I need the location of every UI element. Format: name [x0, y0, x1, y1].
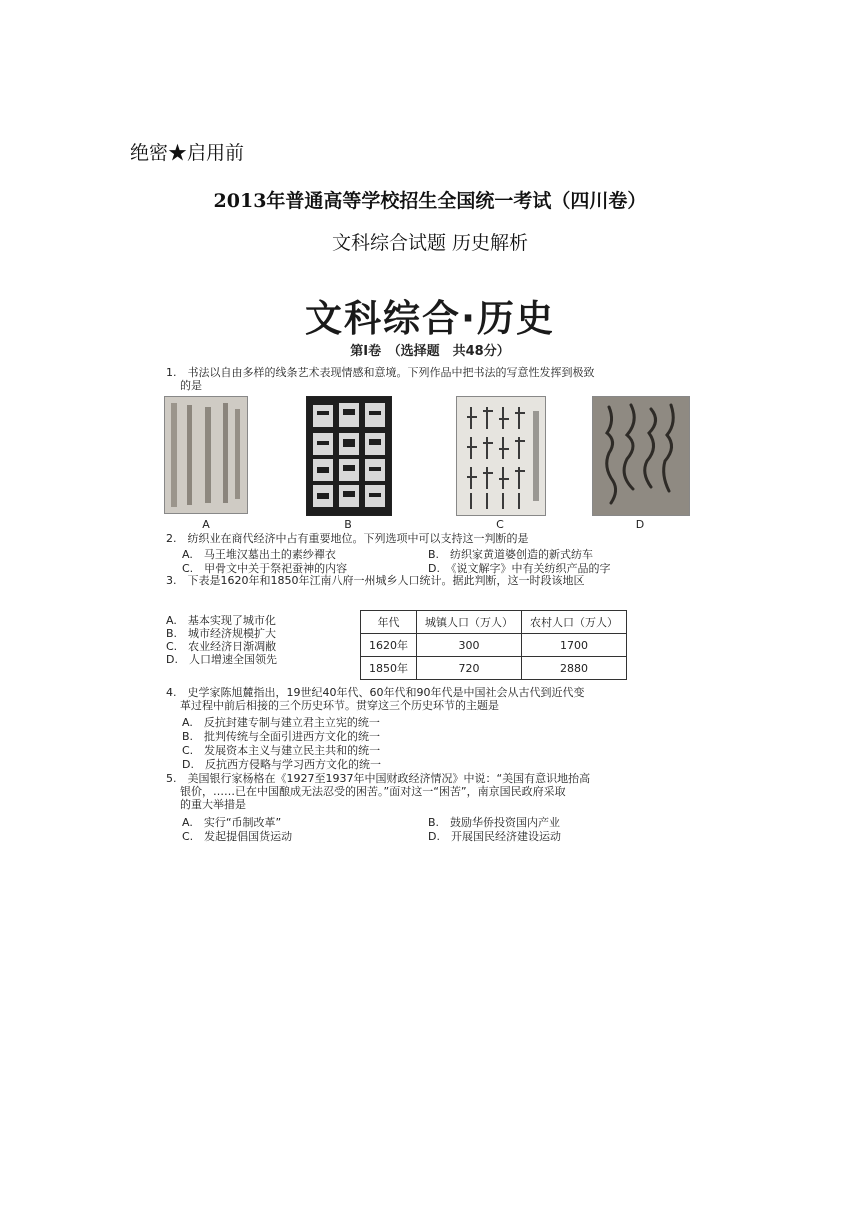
table-header-cell: 年代: [361, 611, 417, 634]
question-1-text: 1. 书法以自由多样的线条艺术表现情感和意境。下列作品中把书法的写意性发挥到极致: [166, 366, 595, 379]
calligraphy-image-a: [164, 396, 248, 514]
question-5-option-d: D. 开展国民经济建设运动: [428, 830, 561, 843]
scanned-exam-page: [160, 282, 700, 850]
question-5: [166, 772, 686, 811]
calligraphy-image-c: [456, 396, 546, 516]
question-4-option-d: D. 反抗西方侵略与学习西方文化的统一: [182, 758, 381, 771]
question-3-text: 3. 下表是1620年和1850年江南八府一州城乡人口统计。据此判断，这一时段该地区: [166, 574, 585, 587]
question-2-option-c: C. 甲骨文中关于祭祀蚕神的内容: [182, 562, 348, 575]
question-4: [166, 686, 686, 712]
question-4-text: 4. 史学家陈旭麓指出，19世纪40年代、60年代和90年代是中国社会从古代到近代变: [166, 686, 585, 699]
question-4-option-a: A. 反抗封建专制与建立君主立宪的统一: [182, 716, 380, 729]
table-header-cell: 农村人口（万人）: [522, 611, 627, 634]
question-4-option-b: B. 批判传统与全面引进西方文化的统一: [182, 730, 381, 743]
table-cell: 2880: [522, 657, 627, 680]
table-cell: 1620年: [361, 634, 417, 657]
table-header-cell: 城镇人口（万人）: [417, 611, 522, 634]
population-table-header: [361, 611, 627, 634]
population-table: [360, 610, 627, 680]
question-3-option-c: C. 农业经济日渐凋敝: [166, 640, 277, 653]
question-5-text-cont2: 的重大举措是: [180, 798, 246, 811]
table-cell: 720: [417, 657, 522, 680]
question-1: [166, 366, 686, 392]
exam-subtitle: 文科综合试题 历史解析: [331, 232, 529, 254]
question-2-option-a: A. 马王堆汉墓出土的素纱襌衣: [182, 548, 336, 561]
question-4-options: [182, 714, 682, 770]
table-cell: 300: [417, 634, 522, 657]
question-4-text-cont: 革过程中前后相接的三个历史环节。贯穿这三个历史环节的主题是: [180, 699, 499, 712]
calligraphy-label-c: C: [496, 518, 504, 531]
table-row: [361, 634, 627, 657]
question-5-text-cont: 银价，……已在中国酿成无法忍受的困苦。”面对这一“困苦”，南京国民政府采取: [180, 785, 566, 798]
question-5-option-a: A. 实行“币制改革”: [182, 816, 282, 829]
question-2-option-b: B. 纺织家黄道婆创造的新式纺车: [428, 548, 594, 561]
calligraphy-label-d: D: [635, 518, 645, 531]
question-2-option-d: D. 《说文解字》中有关纺织产品的字: [428, 562, 611, 575]
table-row: [361, 657, 627, 680]
question-3-option-a: A. 基本实现了城市化: [166, 614, 276, 627]
paper-banner: 文科综合·历史: [304, 297, 556, 340]
question-3-options: [166, 612, 346, 668]
calligraphy-image-d: [592, 396, 690, 516]
section-heading: 第Ⅰ卷 （选择题 共48分）: [350, 344, 510, 359]
question-5-text: 5. 美国银行家杨格在《1927至1937年中国财政经济情况》中说：“美国有意识地抬高: [166, 772, 591, 785]
question-5-options: [182, 814, 682, 844]
exam-title: 2013年普通高等学校招生全国统一考试（四川卷）: [213, 190, 647, 212]
question-5-option-b: B. 鼓励华侨投资国内产业: [428, 816, 561, 829]
table-cell: 1850年: [361, 657, 417, 680]
calligraphy-label-a: A: [202, 518, 210, 531]
question-4-option-c: C. 发展资本主义与建立民主共和的统一: [182, 744, 381, 757]
calligraphy-image-b: [306, 396, 392, 516]
question-2-options: [182, 546, 682, 574]
calligraphy-label-b: B: [344, 518, 352, 531]
question-3-option-d: D. 人口增速全国领先: [166, 653, 277, 666]
question-3-option-b: B. 城市经济规模扩大: [166, 627, 277, 640]
question-2-text: 2. 纺织业在商代经济中占有重要地位。下列选项中可以支持这一判断的是: [166, 532, 529, 545]
secret-label: 绝密★启用前: [130, 142, 245, 164]
calligraphy-images: [160, 396, 700, 531]
table-cell: 1700: [522, 634, 627, 657]
question-5-option-c: C. 发起提倡国货运动: [182, 830, 293, 843]
question-1-text-cont: 的是: [180, 379, 202, 392]
